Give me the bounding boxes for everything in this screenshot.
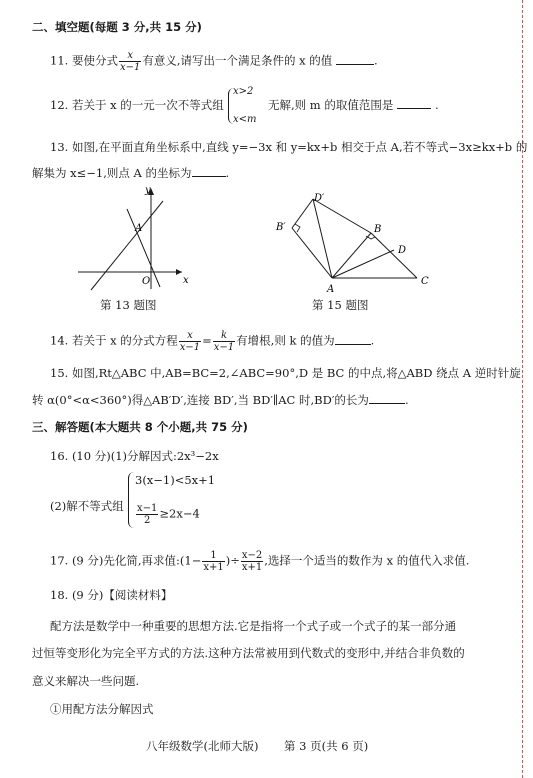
question-11: 11. 要使分式 $\frac{x}{x-1}$ 有意义,请写出一个满足条件的 x 的值 . [50,50,378,73]
brace-16 [128,472,135,528]
label-B: B [374,224,382,235]
answer-blank-13[interactable] [192,166,226,177]
label-C: C [421,276,429,287]
footer-page-number: 第 3 页(共 6 页) [284,739,369,753]
footer-subject: 八年级数学(北师大版) [146,739,259,753]
seg-D1B1 [292,199,313,228]
question-17: 17. (9 分)先化简,再求值:(1− $\frac{1}{x+1}$ )÷ $\frac{x-2}{x+1}$ ,选择一个适当的数作为 x 的值代入求值. [50,550,470,573]
q16-ineq2: $\frac{x-1}{2}$ ≥2x−4 [137,503,200,526]
point-A-label: A [135,223,143,234]
x-axis-label: x [183,275,189,286]
label-D1: D′ [314,193,325,204]
y-axis-label: y [145,185,151,196]
question-14: 14. 若关于 x 的分式方程 $\frac{x}{x-1}$ = $\frac{k}{x-1}$ 有增根,则 k 的值为 . [50,330,375,353]
answer-blank-11[interactable] [336,54,374,65]
q18-para2: 过恒等变形化为完全平方式的方法.这种方法常被用到代数式的变形中,并结合非负数的 [32,646,465,660]
origin-label: O [142,276,151,287]
section2-title: 二、填空题(每题 3 分,共 15 分) [32,20,202,34]
x-axis-arrow [176,269,182,275]
q18-para4: ①用配方法分解因式 [50,702,154,716]
q16-ineq1: 3(x−1)<5x+1 [135,473,216,487]
answer-blank-15[interactable] [369,393,405,404]
q12-cond2: x<m [233,114,257,125]
cut-line [522,0,523,778]
seg-BC [371,233,417,278]
label-B1: B′ [276,222,286,233]
question-13-line2: 解集为 x≤−1,则点 A 的坐标为 . [32,166,230,180]
label-A: A [327,284,335,295]
right-angle-B1 [295,224,300,232]
question-16-part2-label: (2)解不等式组 [50,499,124,513]
question-16-part1: 16. (10 分)(1)分解因式:2x³−2x [50,449,219,463]
q18-para3: 意义来解决一些问题. [32,674,140,688]
question-13-line1: 13. 如图,在平面直角坐标系中,直线 y=−3x 和 y=kx+b 相交于点 A,若不等式−3x≥kx+b 的 [50,140,528,154]
question-15-line2: 转 α(0°<α<360°)得△AB′D′,连接 BD′,当 BD′∥AC 时,BD′的长为 . [32,393,409,407]
q18-para1: 配方法是数学中一种重要的思想方法.它是指将一个式子或一个式子的某一部分通 [50,619,457,633]
figure-15-caption: 第 15 题图 [312,298,369,312]
question-15-line1: 15. 如图,Rt△ABC 中,AB=BC=2,∠ABC=90°,D 是 BC 的中点,将△ABD 绕点 A 逆时针旋 [50,366,521,380]
answer-blank-12[interactable] [397,98,431,109]
seg-AB [332,233,371,278]
seg-D1B [313,199,371,233]
q12-cond1: x>2 [233,86,254,97]
figure-13-caption: 第 13 题图 [100,298,157,312]
line-kx-plus-b [91,201,163,290]
question-12-label: 12. 若关于 x 的一元一次不等式组 [50,98,224,112]
section3-title: 三、解答题(本大题共 8 个小题,共 75 分) [32,420,248,434]
question-12-tail: 无解,则 m 的取值范围是 . [268,98,439,112]
figure-15 [270,190,440,296]
figure-13 [70,183,190,293]
question-18-title: 18. (9 分)【阅读材料】 [50,588,173,602]
label-D: D [398,245,407,256]
seg-AD [332,250,394,278]
answer-blank-14[interactable] [335,334,371,345]
